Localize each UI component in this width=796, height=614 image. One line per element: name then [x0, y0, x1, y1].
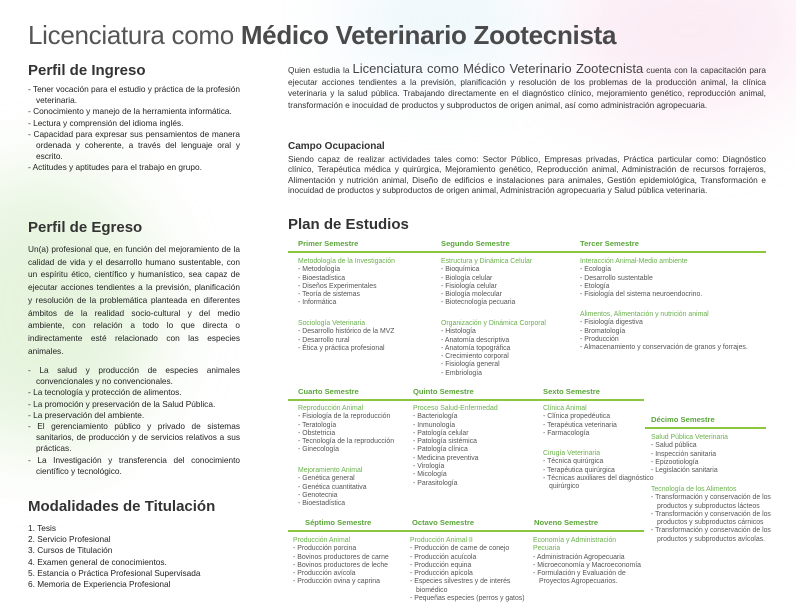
subject-item: - Técnicas auxiliares del diagnóstico quirúrgico [543, 475, 659, 492]
subject-block [298, 320, 395, 353]
subject-title: Cirugía Veterinaria [543, 450, 601, 457]
subject-item: - Desarrollo rural [298, 337, 395, 345]
subject-item: - Fisiología celular [441, 283, 532, 291]
perfil-ingreso-heading: Perfil de Ingreso [28, 62, 146, 79]
list-item: - Conocimiento y manejo de la herramienta informática. [28, 106, 240, 117]
subject-item: - Patología sistémica [413, 438, 498, 446]
semester-8-heading: Octavo Semestre [412, 518, 475, 527]
subject-item: - Bacteriología [413, 413, 498, 421]
subject-title: Tecnología de los Alimentos [651, 486, 737, 493]
subject-item: - Clínica propedéutica [543, 413, 617, 421]
subject-item: - Almacenamiento y conservación de granos y forrajes. [580, 344, 748, 352]
subject-item: - Producción [580, 336, 748, 344]
subject-item: - Bioestadística [298, 275, 395, 283]
subject-item: - Transformación y conservación de los productos y subproductos avícolas. [651, 527, 775, 544]
list-item: - Actitudes y aptitudes para el trabajo en grupo. [28, 162, 240, 173]
list-item: - La salud y producción de especies animales convencionales y no convencionales. [28, 365, 240, 387]
list-item: - Tener vocación para el estudio y práctica de la profesión veterinaria. [28, 84, 240, 106]
subject-title: Organización y Dinámica Corporal [441, 320, 546, 327]
campo-heading: Campo Ocupacional [288, 141, 385, 152]
subject-item: - Legislación sanitaria [651, 467, 775, 475]
subject-block [298, 467, 367, 508]
subject-item: - Metodología [298, 266, 395, 274]
subject-item: - Teoría de sistemas [298, 291, 395, 299]
subject-item: - Informática [298, 299, 395, 307]
semester-9-heading: Noveno Semestre [534, 518, 599, 527]
subject-item: - Producción apícola [410, 570, 526, 578]
subject-title: Reproducción Animal [298, 405, 364, 412]
subject-title: Producción Animal II [410, 537, 473, 544]
semester-4-heading: Cuarto Semestre [298, 387, 359, 396]
subject-item: - Patología celular [413, 430, 498, 438]
semester-1-heading: Primer Semestre [298, 239, 359, 248]
subject-block [543, 450, 659, 491]
list-item: - El gerenciamiento público y privado de sistemas sanitarios, de producción y de servicios relativos a sus prácticas. [28, 421, 240, 455]
semester-5-heading: Quinto Semestre [413, 387, 474, 396]
subject-title: Interacción Animal-Medio ambiente [580, 258, 688, 265]
list-item: - La promoción y preservación de la Salud Pública. [28, 399, 240, 410]
subject-title: Producción Animal [293, 537, 351, 544]
intro-paragraph: Quien estudia la Licenciatura como Médico Veterinario Zootecnista cuenta con la capacitación para ejecutar acciones tendientes a la previsión, planificación y resolución de los problemas de la producción animal, la clínica veterinaria y la salud pública. Trabajando directamente en el diagnóstico clínico, mejoramiento genético, reproducción animal, transformación e inocuidad de productos y subproductos de origen animal, así como administración agropecuaria. [288, 61, 766, 110]
semester-2-heading: Segundo Semestre [441, 239, 510, 248]
subject-block [533, 537, 649, 587]
list-item: - La preservación del ambiente. [28, 410, 240, 421]
subject-item: - Epizootiología [651, 459, 775, 467]
subject-item: - Fisiología digestiva [580, 319, 748, 327]
subject-item: - Parasitología [413, 480, 498, 488]
subject-item: - Tecnología de la reproducción [298, 438, 394, 446]
subject-item: - Ecología [580, 266, 702, 274]
subject-item: - Biología molecular [441, 291, 532, 299]
subject-title: Mejoramiento Animal [298, 467, 363, 474]
subject-title: Proceso Salud-Enfermedad [413, 405, 498, 412]
subject-item: - Anatomía descriptiva [441, 337, 546, 345]
subject-item: - Virología [413, 463, 498, 471]
subject-item: - Bromatología [580, 328, 748, 336]
subject-item: - Medicina preventiva [413, 455, 498, 463]
semester-6-heading: Sexto Semestre [543, 387, 600, 396]
subject-item: - Producción avícola [293, 570, 389, 578]
subject-item: - Inmunología [413, 422, 498, 430]
divider-line [288, 251, 766, 253]
page-title: Licenciatura como Médico Veterinario Zootecnista [28, 20, 617, 50]
plan-heading: Plan de Estudios [288, 216, 409, 233]
subject-title: Metodología de la Investigación [298, 258, 395, 265]
subject-title: Economía y Administración Pecuaria [533, 537, 617, 553]
subject-item: - Fisiología general [441, 361, 546, 369]
list-item: 1. Tesis [28, 523, 56, 533]
perfil-egreso-list [28, 365, 240, 477]
subject-item: - Terapéutica veterinaria [543, 422, 617, 430]
subject-item: - Transformación y conservación de los productos y subproductos lácteos [651, 494, 775, 511]
list-item: 4. Examen general de conocimientos. [28, 556, 167, 567]
modalidades-list [28, 523, 240, 590]
campo-text: Siendo capaz de realizar actividades tales como: Sector Público, Empresas privadas, Práctica particular como: Diagnóstico clínico, Terapéutica médica y quirúrgica, Mejoramiento genético, Reproducción animal, Administración de recursos forrajeros, Alimentación y nutrición animal, Diseño de edificios e instalaciones para animales, Gestión epidemiológica, Transformación e inocuidad de productos y subproductos de origen animal, Administración agropecuaria y Salud pública veterinaria. [288, 154, 766, 195]
subject-item: - Crecimiento corporal [441, 353, 546, 361]
subject-item: - Anatomía topográfica [441, 345, 546, 353]
divider-line [288, 530, 644, 532]
list-item: - Lectura y comprensión del idioma inglés. [28, 118, 240, 129]
subject-item: - Micología [413, 471, 498, 479]
subject-item: - Obstetricia [298, 430, 394, 438]
subject-item: - Producción equina [410, 562, 526, 570]
subject-item: - Histología [441, 328, 546, 336]
subject-block [413, 405, 498, 488]
semester-3-heading: Tercer Semestre [580, 239, 639, 248]
divider-line [645, 427, 766, 429]
subject-block [293, 537, 389, 587]
subject-item: - Bioestadística [298, 500, 367, 508]
perfil-egreso-paragraph: Un(a) profesional que, en función del mejoramiento de la calidad de vida y el desarrollo humano sustentable, con un espíritu ético, científico y humanístico, sea capaz de ejecutar acciones tendientes a la previsión, planificación y resolución de la problemática planteada en diferentes ámbitos de la realidad socio-cultural y del medio ambiente, con relación a todo lo que directa o indirectamente esté relacionado con las especies animales. [28, 244, 240, 356]
list-item: 2. Servicio Profesional [28, 534, 111, 545]
subject-item: - Pequeñas especies (perros y gatos) [410, 595, 526, 603]
list-item: 3. Cursos de Titulación [28, 545, 113, 556]
subject-item: - Transformación y conservación de los productos y subproductos cárnicos [651, 511, 775, 528]
list-item: 5. Estancia o Práctica Profesional Supervisada [28, 567, 201, 578]
subject-item: - Terapéutica quirúrgica [543, 467, 659, 475]
subject-item: - Teratología [298, 422, 394, 430]
subject-title: Estructura y Dinámica Celular [441, 258, 533, 265]
subject-item: - Etología [580, 283, 702, 291]
list-item: - La Investigación y transferencia del conocimiento científico y tecnológico. [28, 455, 240, 477]
subject-item: - Técnica quirúrgica [543, 458, 659, 466]
subject-item: - Ética y práctica profesional [298, 345, 395, 353]
subject-item: - Producción acuícola [410, 554, 526, 562]
subject-item: - Inspección sanitaria [651, 451, 775, 459]
subject-block [580, 258, 702, 299]
subject-block [651, 434, 775, 475]
subject-item: - Fisiología del sistema neuroendocrino. [580, 291, 702, 299]
subject-item: - Bovinos productores de carne [293, 554, 389, 562]
subject-item: - Embriología [441, 370, 546, 378]
list-item: - Capacidad para expresar sus pensamientos de manera ordenada y coherente, a través del lenguaje oral y escrito. [28, 129, 240, 163]
subject-block [651, 486, 775, 544]
subject-block [298, 405, 394, 455]
subject-item: - Desarrollo histórico de la MVZ [298, 328, 395, 336]
subject-item: - Genética general [298, 475, 367, 483]
subject-item: - Diseños Experimentales [298, 283, 395, 291]
subject-item: - Genotecnia [298, 492, 367, 500]
subject-item: - Bovinos productores de leche [293, 562, 389, 570]
list-item: 6. Memoria de Experiencia Profesional [28, 579, 171, 590]
subject-item: - Farmacología [543, 430, 617, 438]
semester-10-heading: Décimo Semestre [651, 415, 715, 424]
subject-item: - Salud pública [651, 442, 775, 450]
subject-title: Alimentos, Alimentación y nutrición animal [580, 311, 709, 318]
semester-7-heading: Séptimo Semestre [305, 518, 372, 527]
subject-block [441, 258, 532, 308]
subject-item: - Desarrollo sustentable [580, 275, 702, 283]
subject-title: Salud Pública Veterinaria [651, 434, 728, 441]
subject-item: - Producción ovina y caprina [293, 578, 389, 586]
subject-item: - Ginecología [298, 446, 394, 454]
subject-block [580, 311, 748, 352]
subject-title: Clínica Animal [543, 405, 587, 412]
subject-title: Sociología Veterinaria [298, 320, 366, 327]
subject-item: - Biología celular [441, 275, 532, 283]
subject-item: - Formulación y Evaluación de Proyectos Agropecuarios. [533, 570, 649, 587]
subject-item: - Bioquímica [441, 266, 532, 274]
perfil-ingreso-list [28, 84, 240, 174]
subject-item: - Genética cuantitativa [298, 484, 367, 492]
subject-item: - Especies silvestres y de interés biomédico [410, 578, 526, 595]
subject-block [410, 537, 526, 603]
subject-item: - Biotecnología pecuaria [441, 299, 532, 307]
subject-block [543, 405, 617, 438]
subject-item: - Microeconomía y Macroeconomía [533, 562, 649, 570]
subject-item: - Producción porcina [293, 545, 389, 553]
modalidades-heading: Modalidades de Titulación [28, 498, 216, 515]
list-item: - La tecnología y protección de alimentos. [28, 387, 240, 398]
subject-item: - Fisiología de la reproducción [298, 413, 394, 421]
subject-block [298, 258, 395, 308]
divider-line [288, 399, 644, 401]
subject-item: - Patología clínica [413, 446, 498, 454]
subject-item: - Administración Agropecuaria [533, 554, 649, 562]
perfil-egreso-heading: Perfil de Egreso [28, 219, 143, 236]
subject-block [441, 320, 546, 378]
subject-item: - Producción de carne de conejo [410, 545, 526, 553]
